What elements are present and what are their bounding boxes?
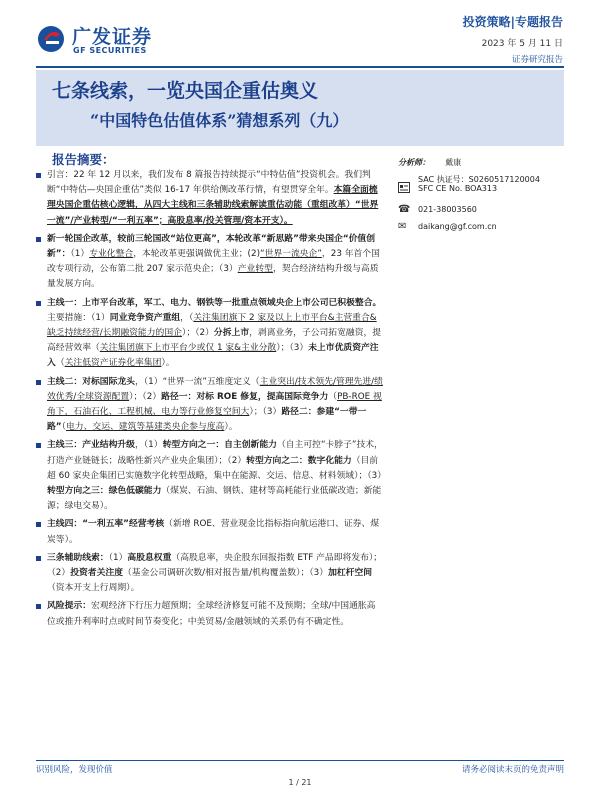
paragraph-text: ，（1）“世界一流”五维度定义（ <box>134 376 260 387</box>
paragraph-text: （ <box>61 422 66 433</box>
paragraph-text: 新一轮国企改革，较前三轮国改“站位更高”，本轮改革“新思路”带来央国企“价值创新”： <box>47 233 376 260</box>
paragraph-text: （资本开支上行周期）。 <box>47 583 140 594</box>
paragraph-text: 同业竞争资产重组 <box>109 312 181 323</box>
analyst-phone: 021-38003560 <box>418 205 477 214</box>
paragraph-text: （ <box>328 391 338 402</box>
abstract-paragraph <box>34 232 384 293</box>
id-card-icon <box>398 182 412 196</box>
paragraph-text: （目前超 60 家央企集团已实施数字化转型战略，集中在能源、交运、信息、材料领域）；（3） <box>47 455 387 481</box>
abstract-paragraph <box>34 517 384 547</box>
paragraph-text: 产业转型 <box>237 264 273 275</box>
bullet-square-icon <box>36 237 41 242</box>
abstract-paragraph <box>34 168 384 229</box>
analyst-email[interactable]: daikang@gf.com.cn <box>418 222 497 231</box>
paragraph-text: （1） <box>108 552 128 563</box>
paragraph-text: ，本轮改革更强调做优主业；(2) <box>133 249 261 260</box>
paragraph-text: （ <box>55 358 65 369</box>
abstract-body <box>34 168 387 633</box>
abstract-paragraph <box>34 551 384 597</box>
paragraph-text: （新增 ROE、营业现金比指标指向航运港口、证券、煤炭等）。 <box>47 519 380 545</box>
abstract-paragraph <box>34 375 384 436</box>
brand-name-cn: 广发证券 <box>72 26 153 48</box>
paragraph-text: 主要措施：（1） <box>47 312 110 323</box>
bullet-square-icon <box>36 556 41 561</box>
bullet-square-icon <box>36 604 41 609</box>
sfc-row <box>398 184 568 204</box>
report-title: 七条线索，一览央国企重估奥义 <box>52 80 319 102</box>
bullet-square-icon <box>36 522 41 527</box>
paragraph-text: 引言：22 年 12 月以来，我们发布 8 篇报告持续提示“中特估值”投资机会。我们判断“中特估—央国企重估”类似 16-17 年供给侧改革行情，有望贯穿全年。 <box>47 170 371 196</box>
paragraph-text: 专业化整合 <box>89 249 134 260</box>
paragraph-text: ）；（3） <box>276 343 309 354</box>
paragraph-text: 高股息权重 <box>127 552 172 563</box>
paragraph-text: 分拆上市 <box>213 328 250 339</box>
paragraph-text: ）；（2） <box>181 328 214 339</box>
analyst-row <box>398 156 568 173</box>
paragraph-text: 转型方向之二：数字化能力 <box>246 455 352 466</box>
sac-number: SAC 执证号：S0260517120004 <box>418 175 540 184</box>
gf-logo-mark-icon <box>36 24 66 54</box>
doc-type: 投资策略|专题报告 <box>462 15 563 29</box>
paragraph-text: 三条辅助线索： <box>47 552 109 563</box>
report-subtitle: “中国特色估值体系”猜想系列（九） <box>90 111 349 130</box>
paragraph-text: 路径一：对标 ROE 修复，提高国际竞争力 <box>161 391 329 402</box>
paragraph-text: 主线二：对标国际龙头 <box>47 376 135 387</box>
abstract-paragraph <box>34 296 384 372</box>
paragraph-text: ）。 <box>161 358 175 369</box>
analyst-name: 戴康 <box>445 158 462 167</box>
paragraph-text: （1） <box>70 249 90 260</box>
paragraph-text: “世界一流央企” <box>260 249 322 260</box>
paragraph-text: 加杠杆空间 <box>328 568 373 579</box>
paragraph-text: 本篇全面梳理央国企重估核心逻辑，从四大主线和三条辅助线索解读重估动能（重组改革）“世界一流”/产业转型/“一利五率”；高股息率/投关管理/资本开支）。 <box>47 185 379 226</box>
report-date: 2023 年 5 月 11 日 <box>481 39 563 49</box>
bullet-square-icon <box>36 301 41 306</box>
paragraph-text: 投资者关注度 <box>70 568 123 579</box>
paragraph-text: （自主可控“卡脖子”技术，打造产业链链长；战略性新兴产业央企集团）；（2） <box>47 440 383 466</box>
paragraph-text: ，契合经济结构升级与高质量发展方向。 <box>47 264 379 290</box>
abstract-paragraph <box>34 438 387 514</box>
report-category: 证券研究报告 <box>511 55 563 65</box>
page-number: 1 / 21 <box>288 778 312 787</box>
paragraph-text: （高股息率，央企股东回报指数 ETF 产品即将发布）；（2） <box>47 552 383 579</box>
paragraph-text: 电力、交运、建筑等基建类央企参与度高 <box>66 422 225 433</box>
paragraph-text: 路径二：参建“一带一路” <box>47 407 367 433</box>
title-banner <box>36 70 564 146</box>
paragraph-text: （基金公司调研次数/相对报告量/机构覆盖数）；（3） <box>123 568 329 579</box>
paragraph-text: ，（ <box>180 312 194 323</box>
bullet-square-icon <box>36 173 41 178</box>
report-header <box>463 14 563 65</box>
footer-slogan: 识别风险，发现价值 <box>36 765 113 775</box>
paragraph-text: （煤炭、石油、钢铁、建材等高耗能行业低碳改造；新能源；绿电交易）。 <box>47 486 382 512</box>
paragraph-text: PB-ROE 视角下，石油石化、工程机械、电力等行业修复空间大 <box>47 391 382 418</box>
paragraph-text: 主线四：“一利五率”经营考核 <box>47 519 165 530</box>
email-row <box>398 221 568 238</box>
footer-disclaimer: 请务必阅读末页的免责声明 <box>461 765 564 775</box>
paragraph-text: 关注低资产证券化率集团 <box>64 358 162 369</box>
analyst-label: 分析师： <box>398 158 430 167</box>
analyst-panel <box>398 156 568 238</box>
paragraph-text: 关注集团旗下上市平台少或仅 1 家&主业分散 <box>99 343 277 354</box>
paragraph-text: ，（1） <box>134 440 163 451</box>
phone-row <box>398 204 568 221</box>
phone-icon: ☎ <box>398 204 411 215</box>
paragraph-text: ）。 <box>224 422 238 433</box>
footer-divider <box>36 760 564 761</box>
abstract-paragraph <box>34 599 384 629</box>
paragraph-text: 宏观经济下行压力超预期；全球经济修复可能不及预期；全球/中国通胀高位或推升利率时点或时间节奏变化；中美贸易/金融领域的关系仍有不确定性。 <box>47 601 376 627</box>
paragraph-text: ，剥离业务，子公司拓宽融资，提高经营效率（ <box>47 328 382 354</box>
paragraph-text: ）；（3） <box>249 407 282 418</box>
paragraph-text: ）；（2） <box>129 391 162 402</box>
bullet-square-icon <box>36 380 41 385</box>
paragraph-text: 主业突出/技术领先/管理先进/绩效优秀/全球资源配置 <box>47 376 383 402</box>
paragraph-text: 转型方向之一：自主创新能力 <box>162 440 277 451</box>
paragraph-text: 主线三：产业结构升级 <box>47 440 135 451</box>
paragraph-text: ，23 年首个国改专项行动，公布第二批 207 家示范央企；（3） <box>47 249 380 275</box>
paragraph-text: 主线一：上市平台改革，军工、电力、钢铁等一批重点领域央企上市公司已积极整合。 <box>47 297 382 308</box>
abstract-heading: 报告摘要： <box>52 152 115 167</box>
bullet-square-icon <box>36 443 41 448</box>
gf-logo <box>36 22 186 58</box>
brand-name-en: GF SECURITIES <box>73 46 147 55</box>
sfc-number: SFC CE No. BOA313 <box>418 184 498 193</box>
paragraph-text: 关注集团旗下 2 家及以上上市平台&主营重合&缺乏持续经营/长期融资能力的国企 <box>47 312 377 339</box>
header-divider <box>36 66 564 68</box>
paragraph-text: 转型方向之三：绿色低碳能力 <box>47 486 162 497</box>
paragraph-text: 风险提示： <box>47 601 91 612</box>
envelope-icon: ✉ <box>398 221 407 232</box>
paragraph-text: 未上市优质资产注入 <box>47 343 379 369</box>
